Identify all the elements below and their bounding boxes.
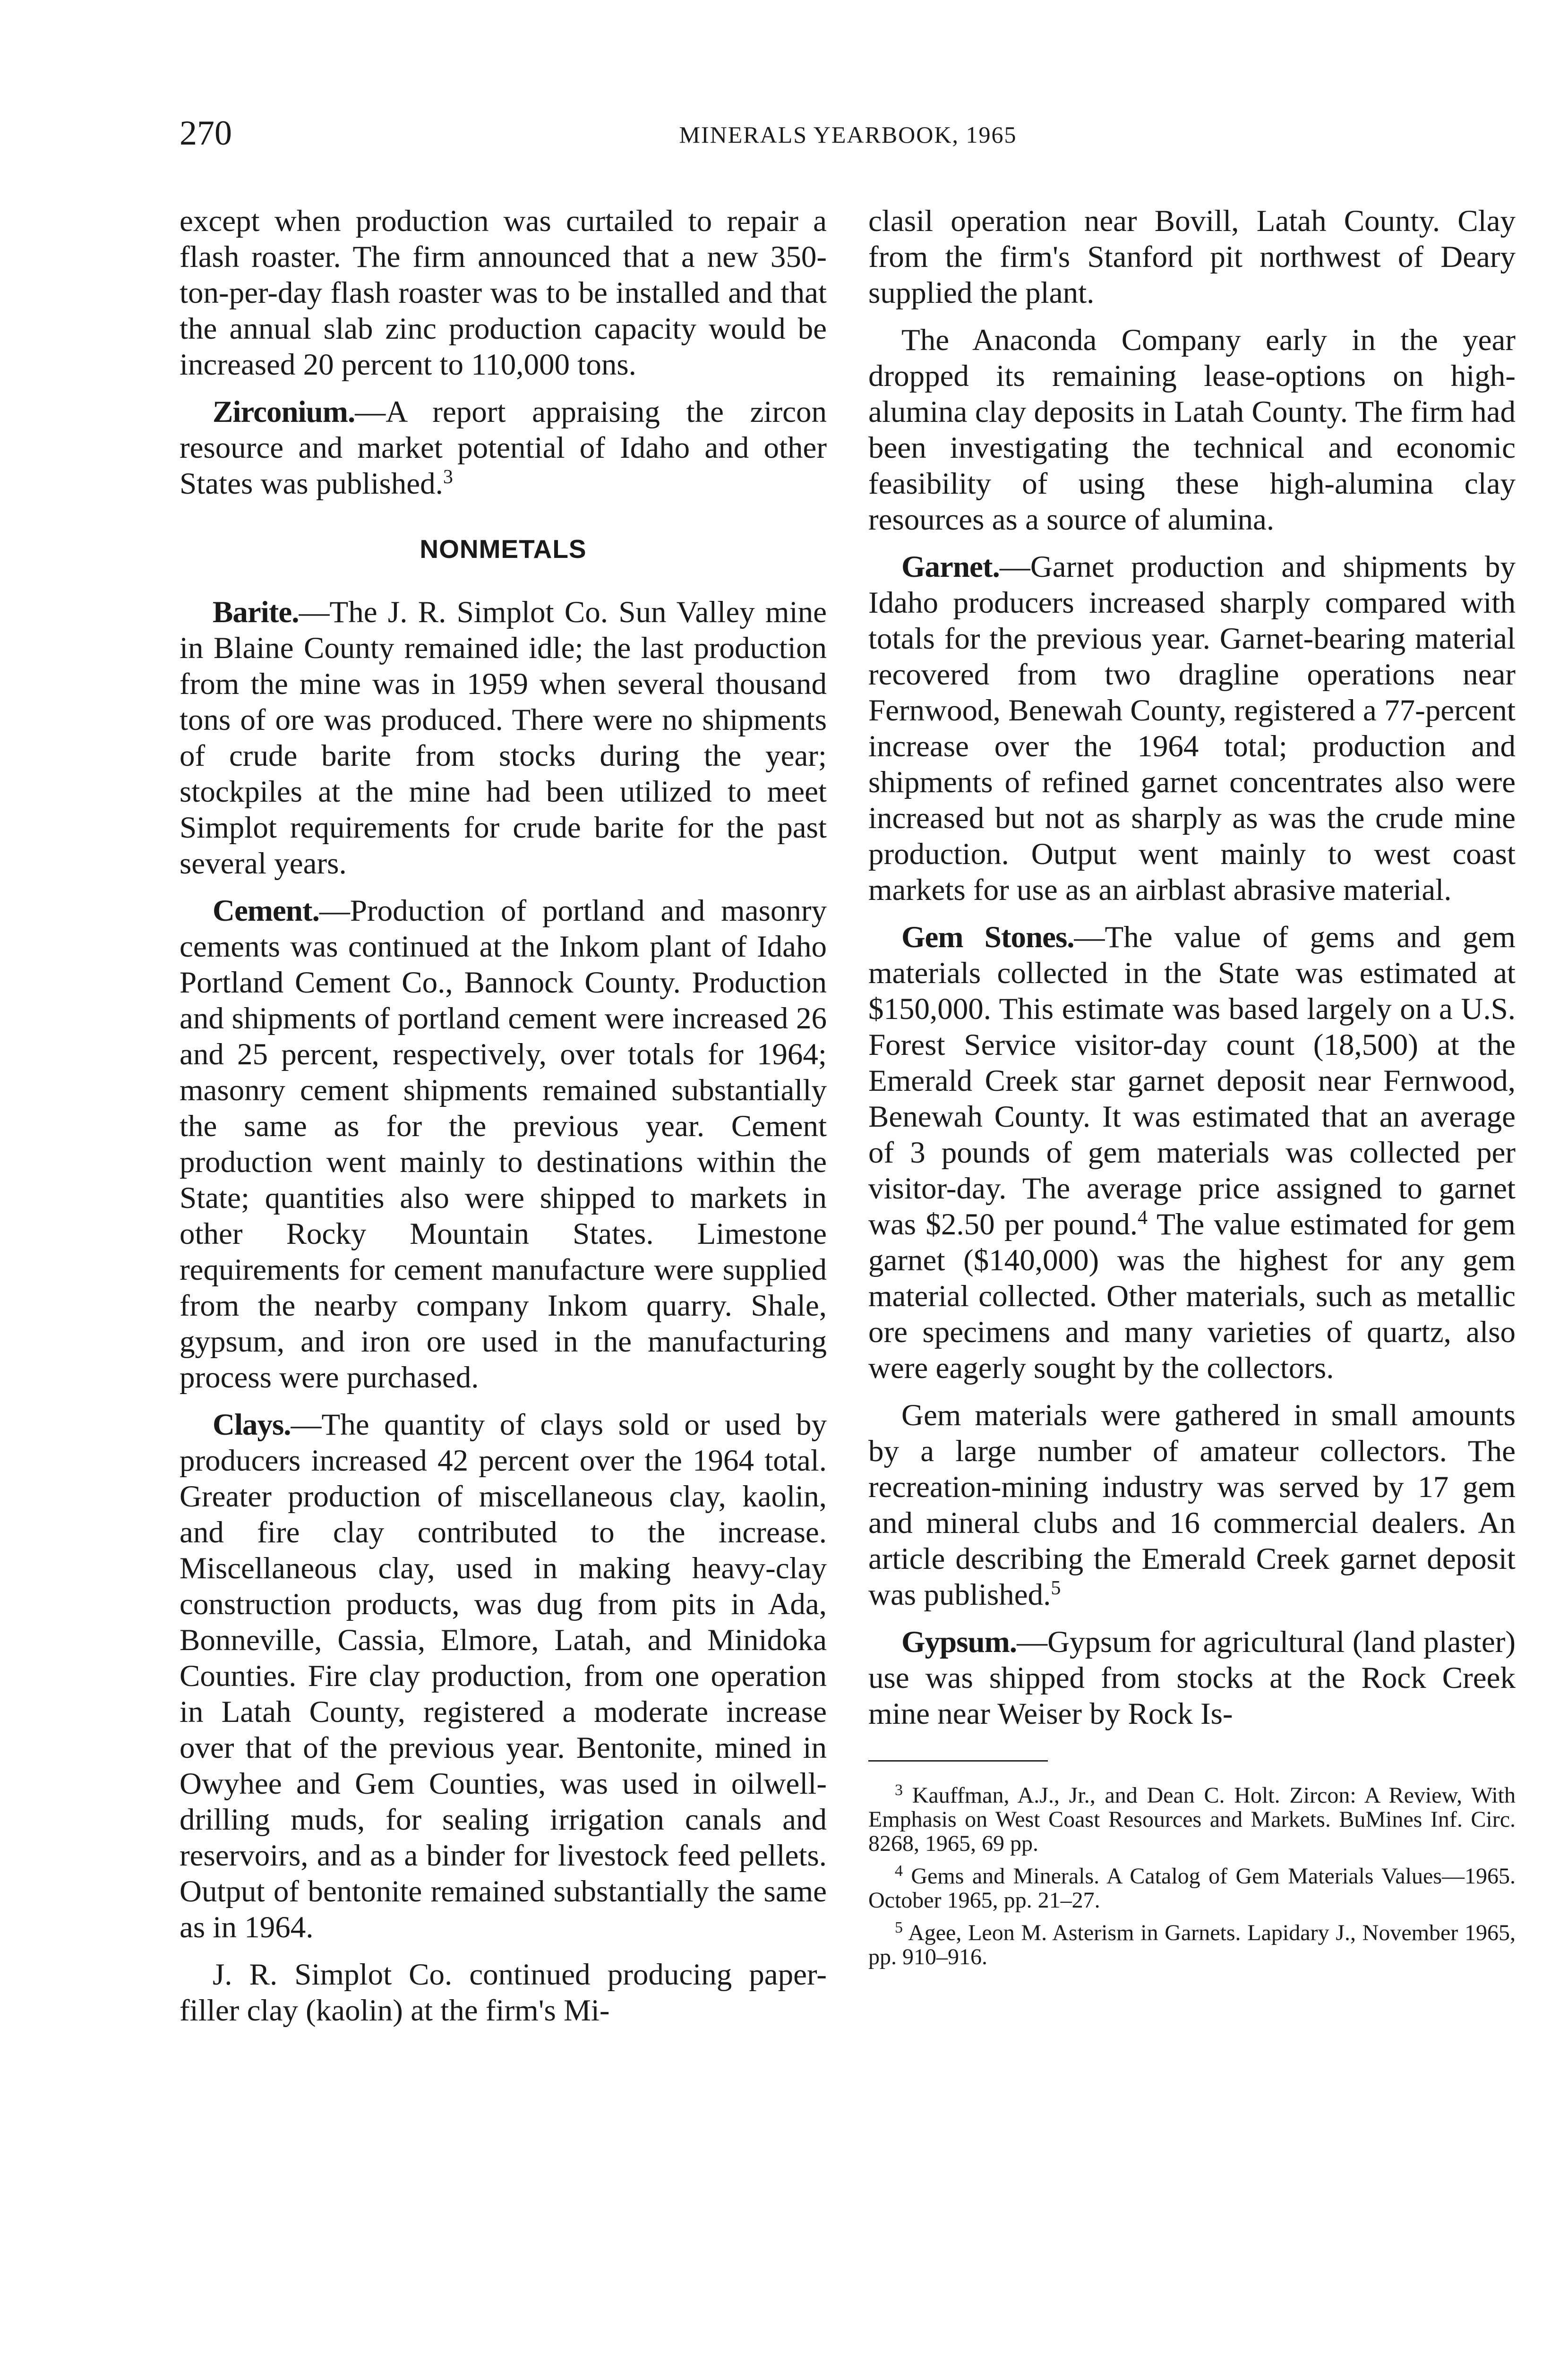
paragraph-anaconda: The Anaconda Company early in the year dropped its remaining lease-options on high-alumina clay deposits in Latah County. The firm had been investigating the technical and economic feasibility of using these high-alumina clay resources as a source of alumina. [868,323,1516,537]
cement-text: —Production of portland and masonry cements was continued at the Inkom plant of Idaho Portland Cement Co., Bannock County. Production and shipments of portland cement were increased 26 and 25 percent, respectively, over totals for 1964; masonry cement shipments remained substantially the same as for the previous year. Cement production went mainly to destinations within the State; quantities also were shipped to markets in other Rocky Mountain States. Limestone requirements for cement manufacture were supplied from the nearby company Inkom quarry. Shale, gypsum, and iron ore used in the manufacturing process were purchased. [180,894,827,1395]
footnote-number-3: 3 [895,1781,903,1799]
running-title: MINERALS YEARBOOK, 1965 [679,121,1017,148]
zirconium-text: —A report appraising the zircon resource and market potential of Idaho and other States was published. [180,395,827,501]
footnote-text-3: Kauffman, A.J., Jr., and Dean C. Holt. Zircon: A Review, With Emphasis on West Coast Resources and Markets. BuMines Inf. Circ. 8268, 1965, 69 pp. [868,1783,1516,1856]
paragraph-barite [180,594,827,881]
section-heading-nonmetals: NONMETALS [420,534,587,564]
paragraph-clasil-continuation: clasil operation near Bovill, Latah County. Clay from the firm's Stanford pit northwest of Deary supplied the plant. [868,204,1516,310]
footnote-5 [868,1921,1516,1969]
paragraph-clays [180,1407,827,1945]
footnotes [868,1783,1516,1969]
gem-stones-text-a: —The value of gems and gem materials collected in the State was estimated at $150,000. This estimate was based largely on a U.S. Forest Service visitor-day count (18,500) at the Emerald Creek star garnet deposit near Fernwood, Benewah County. It was estimated that an average of 3 pounds of gem materials was collected per visitor-day. The average price assigned to garnet was $2.50 per pound. [868,920,1516,1241]
left-column [180,203,827,2040]
right-column [868,203,1516,1977]
paragraph-cement [180,893,827,1395]
footnote-text-4: Gems and Minerals. A Catalog of Gem Materials Values—1965. October 1965, pp. 21–27. [868,1864,1516,1913]
footnote-divider [868,1760,1048,1762]
paragraph-simplot-kaolin: J. R. Simplot Co. continued producing paper-filler clay (kaolin) at the firm's Mi- [180,1958,827,2028]
run-in-heading-garnet: Garnet. [901,550,1000,584]
paragraph-garnet [868,549,1516,908]
paragraph-gem-stones [868,919,1516,1386]
page-number: 270 [180,114,232,153]
run-in-heading-barite: Barite. [213,595,299,629]
paragraph-zirconium [180,394,827,502]
page-header [180,113,1517,161]
footnote-text-5: Agee, Leon M. Asterism in Garnets. Lapidary J., November 1965, pp. 910–916. [868,1920,1516,1969]
footnote-3 [868,1783,1516,1856]
footnote-ref-4: 4 [1138,1207,1148,1229]
run-in-heading-gem-stones: Gem Stones. [901,920,1074,954]
paragraph-zinc-continuation: except when production was curtailed to repair a flash roaster. The firm announced that a new 350-ton-per-day flash roaster was to be installed and that the annual slab zinc production capacity would be increased 20 percent to 110,000 tons. [180,204,827,382]
footnote-number-5: 5 [895,1919,903,1936]
gem-materials-text: Gem materials were gathered in small amounts by a large number of amateur collectors. The recreation-mining industry was served by 17 gem and mineral clubs and 16 commercial dealers. An article describing the Emerald Creek garnet deposit was published. [868,1398,1516,1612]
run-in-heading-clays: Clays. [213,1408,291,1442]
clays-text: —The quantity of clays sold or used by producers increased 42 percent over the 1964 total. Greater production of miscellaneous clay, kaolin, and fire clay contributed to the increase. Miscellaneous clay, used in making heavy-clay construction products, was dug from pits in Ada, Bonneville, Cassia, Elmore, Latah, and Minidoka Counties. Fire clay production, from one operation in Latah County, registered a moderate increase over that of the previous year. Bentonite, mined in Owyhee and Gem Counties, was used in oilwell-drilling muds, for sealing irrigation canals and reservoirs, and as a binder for livestock feed pellets. Output of bentonite remained substantially the same as in 1964. [180,1408,827,1944]
paragraph-gypsum [868,1624,1516,1732]
run-in-heading-zirconium: Zirconium. [213,395,355,429]
barite-text: —The J. R. Simplot Co. Sun Valley mine in Blaine County remained idle; the last production from the mine was in 1959 when several thousand tons of ore was produced. There were no shipments of crude barite from stocks during the year; stockpiles at the mine had been utilized to meet Simplot requirements for crude barite for the past several years. [180,595,827,881]
gypsum-text: —Gypsum for agricultural (land plaster) use was shipped from stocks at the Rock Creek mine near Weiser by Rock Is- [868,1625,1516,1731]
footnote-ref-5: 5 [1051,1577,1061,1599]
run-in-heading-cement: Cement. [213,894,319,928]
footnote-ref-3: 3 [443,466,453,488]
paragraph-gem-materials [868,1397,1516,1613]
garnet-text: —Garnet production and shipments by Idaho producers increased sharply compared with totals for the previous year. Garnet-bearing material recovered from two dragline operations near Fernwood, Benewah County, registered a 77-percent increase over the 1964 total; production and shipments of refined garnet concentrates also were increased but not as sharply as was the crude mine production. Output went mainly to west coast markets for use as an airblast abrasive material. [868,550,1516,907]
footnote-number-4: 4 [895,1862,903,1880]
run-in-heading-gypsum: Gypsum. [901,1625,1017,1659]
footnote-4 [868,1864,1516,1912]
gem-stones-text-b: The value estimated for gem garnet ($140,000) was the highest for any gem material collected. Other materials, such as metallic ore specimens and many varieties of quartz, also were eagerly sought by the collectors. [868,1207,1516,1385]
